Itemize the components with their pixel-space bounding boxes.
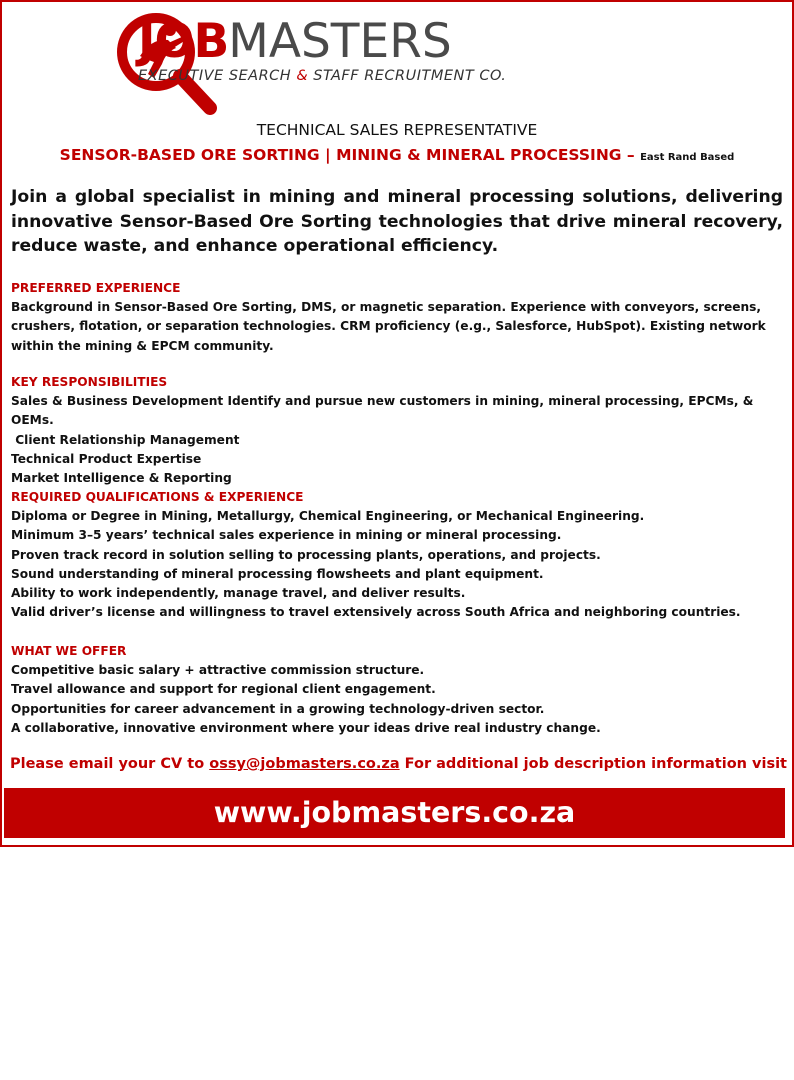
job-subtitle xyxy=(0,146,794,164)
call-to-action xyxy=(10,756,787,772)
list-item: Opportunities for career advancement in a growing technology-driven sector. xyxy=(11,701,545,716)
qualifications-section xyxy=(11,488,786,623)
tagline-part1: EXECUTIVE SEARCH xyxy=(138,68,292,84)
preferred-experience-section xyxy=(11,279,786,356)
list-item: Competitive basic salary + attractive commission structure. xyxy=(11,663,425,677)
brand-tagline xyxy=(138,68,506,84)
list-item: Market Intelligence & Reporting xyxy=(11,471,232,486)
section-heading: PREFERRED EXPERIENCE xyxy=(11,281,181,295)
list-item: Sales & Business Development Identify and pursue new customers in mining, mineral processing, EPCMs, & OEMs. xyxy=(11,394,754,428)
list-item: Sound understanding of mineral processing flowsheets and plant equipment. xyxy=(11,566,544,581)
tagline-part2: STAFF RECRUITMENT CO. xyxy=(313,68,507,84)
brand-wordmark xyxy=(138,14,452,69)
list-item: Diploma or Degree in Mining, Metallurgy, Chemical Engineering, or Mechanical Engineering. xyxy=(11,509,645,523)
list-item: Technical Product Expertise xyxy=(11,451,202,466)
section-heading: REQUIRED QUALIFICATIONS & EXPERIENCE xyxy=(11,490,304,504)
section-heading: KEY RESPONSIBILITIES xyxy=(11,375,168,389)
list-item: Ability to work independently, manage travel, and deliver results. xyxy=(11,586,466,601)
brand-masters: MASTERS xyxy=(228,14,452,69)
website-banner[interactable] xyxy=(4,788,785,838)
cta-prefix: Please email your CV to xyxy=(10,756,205,772)
brand-job: JOB xyxy=(138,14,229,69)
list-item: Minimum 3–5 years’ technical sales experience in mining or mineral processing. xyxy=(11,528,562,543)
list-item: Proven track record in solution selling to processing plants, operations, and projects. xyxy=(11,547,601,562)
list-item: A collaborative, innovative environment where your ideas drive real industry change. xyxy=(11,720,601,735)
list-item: Valid driver’s license and willingness to travel extensively across South Africa and neighboring countries. xyxy=(11,605,741,620)
what-we-offer-section xyxy=(11,642,786,738)
subtitle-text: SENSOR-BASED ORE SORTING | MINING & MINERAL PROCESSING – xyxy=(59,146,635,164)
tagline-amp: & xyxy=(296,68,309,84)
website-url[interactable]: www.jobmasters.co.za xyxy=(213,796,576,829)
job-title: TECHNICAL SALES REPRESENTATIVE xyxy=(256,121,538,139)
intro-paragraph: Join a global specialist in mining and mineral processing solutions, delivering innovative Sensor-Based Ore Sorting technologies that drive mineral recovery, reduce waste, and enhance operational efficiency. xyxy=(11,187,783,256)
list-item: Travel allowance and support for regional client engagement. xyxy=(11,682,436,697)
list-item: Client Relationship Management xyxy=(11,432,240,447)
key-responsibilities-section xyxy=(11,373,786,488)
email-link[interactable]: ossy@jobmasters.co.za xyxy=(209,756,400,772)
cta-suffix: For additional job description information visit xyxy=(404,756,787,772)
job-location: East Rand Based xyxy=(640,152,735,163)
section-heading: WHAT WE OFFER xyxy=(11,644,127,658)
preferred-experience-text: Background in Sensor-Based Ore Sorting, DMS, or magnetic separation. Experience with conveyors, screens, crushers, flotation, or separation technologies. CRM proficiency (e.g., Salesforce, HubSpot). Existing network within the mining & EPCM community. xyxy=(11,300,766,353)
